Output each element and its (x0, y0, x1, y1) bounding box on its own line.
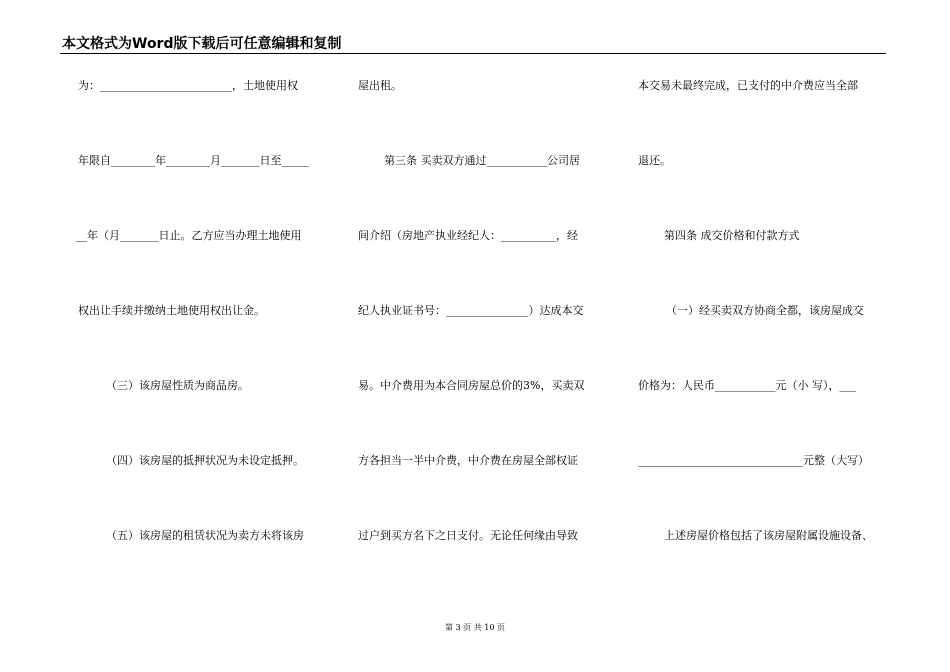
text-line: 易。中介费用为本合同房屋总价的3%，买卖双 (358, 379, 585, 392)
text-line: 上述房屋价格包括了该房屋附属设施设备、 (664, 529, 873, 542)
text-line: 年限自________年________月_______日至_____ (78, 154, 309, 167)
text-line: __年（月_______日止。乙方应当办理土地使用 (76, 229, 302, 242)
text-line: 第四条 成交价格和付款方式 (664, 229, 800, 242)
page-number: 第 3 页 共 10 页 (445, 623, 505, 632)
text-line: 方各担当一半中介费，中介费在房屋全部权证 (358, 454, 578, 467)
document-header: 本文格式为Word版下载后可任意编辑和复制 (62, 36, 342, 52)
text-line: 退还。 (638, 154, 671, 167)
text-line: 权出让手续并缴纳土地使用权出让金。 (78, 304, 265, 317)
text-line: （五）该房屋的租赁状况为卖方未将该房 (106, 529, 304, 542)
text-line: 过户到买方名下之日支付。无论任何缘由导致 (358, 529, 578, 542)
text-line: 价格为：人民币___________元（小 写），___ (638, 379, 856, 392)
text-line: ______________________________元整（大写） (638, 454, 869, 467)
text-line: （一）经买卖双方协商全都，该房屋成交 (666, 304, 864, 317)
text-line: （三）该房屋性质为商品房。 (106, 379, 249, 392)
text-line: 为：________________________，土地使用权 (78, 79, 298, 92)
header-divider (60, 53, 886, 54)
text-line: 间介绍（房地产执业经纪人：__________，经 (358, 229, 578, 242)
text-line: 本交易未最终完成，已支付的中介费应当全部 (638, 79, 858, 92)
text-line: 屋出租。 (358, 79, 402, 92)
text-line: 纪人执业证书号：_______________）达成本交 (358, 304, 584, 317)
text-line: （四）该房屋的抵押状况为未设定抵押。 (106, 454, 304, 467)
text-line: 第三条 买卖双方通过___________公司居 (384, 154, 580, 167)
